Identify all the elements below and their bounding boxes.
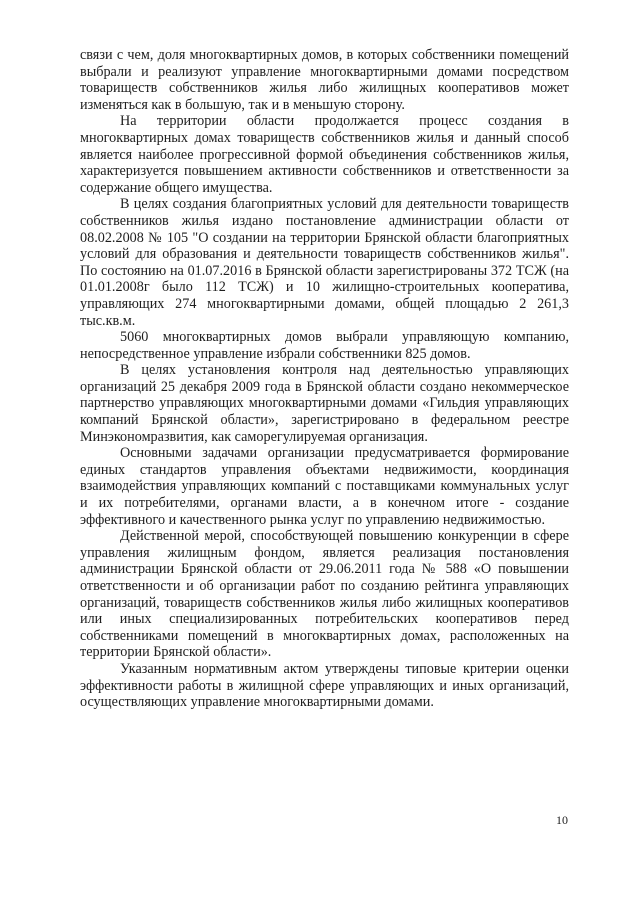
- page-number: 10: [556, 813, 568, 827]
- paragraph-7: Действенной мерой, способствующей повышению конкуренции в сфере управления жилищным фондом, является реализация постановления администрации Брянской области от 29.06.2011 года № 588 «О повышении ответственности и об организации работ по созданию рейтинга управляющих организаций, товариществ собственников жилья либо жилищных кооперативов или иных специализированных потребительских кооперативов перед собственниками помещений в многоквартирных домах, расположенных на территории Брянской области».: [80, 528, 569, 661]
- paragraph-4: 5060 многоквартирных домов выбрали управляющую компанию, непосредственное управление избрали собственники 825 домов.: [80, 329, 569, 362]
- paragraph-6: Основными задачами организации предусматривается формирование единых стандартов управления объектами недвижимости, координация взаимодействия управляющих компаний с поставщиками коммунальных услуг и их потребителями, органами власти, а в конечном итоге - создание эффективного и качественного рынка услуг по управлению недвижимостью.: [80, 445, 569, 528]
- paragraph-3: В целях создания благоприятных условий для деятельности товариществ собственников жилья издано постановление администрации области от 08.02.2008 № 105 "О создании на территории Брянской области благоприятных условий для образования и деятельности товариществ собственников жилья". По состоянию на 01.07.2016 в Брянской области зарегистрированы 372 ТСЖ (на 01.01.2008г было 112 ТСЖ) и 10 жилищно-строительных кооператива, управляющих 274 многоквартирными домами, общей площадью 2 261,3 тыс.кв.м.: [80, 196, 569, 329]
- paragraph-5: В целях установления контроля над деятельностью управляющих организаций 25 декабря 2009 года в Брянской области создано некоммерческое партнерство управляющих многоквартирными домами «Гильдия управляющих компаний Брянской области», зарегистрировано в федеральном реестре Минэкономразвития, как саморегулируемая организация.: [80, 362, 569, 445]
- paragraph-1: связи с чем, доля многоквартирных домов, в которых собственники помещений выбрали и реализуют управление многоквартирными домами посредством товариществ собственников жилья либо жилищных кооперативов может изменяться как в большую, так и в меньшую сторону.: [80, 47, 569, 113]
- paragraph-8: Указанным нормативным актом утверждены типовые критерии оценки эффективности работы в жилищной сфере управляющих и иных организаций, осуществляющих управление многоквартирными домами.: [80, 660, 569, 711]
- paragraph-2: На территории области продолжается процесс создания в многоквартирных домах товариществ собственников жилья и данный способ является наиболее прогрессивной формой объединения собственников жилья, характеризуется повышением активности собственников и ответственности за содержание общего имущества.: [80, 113, 569, 196]
